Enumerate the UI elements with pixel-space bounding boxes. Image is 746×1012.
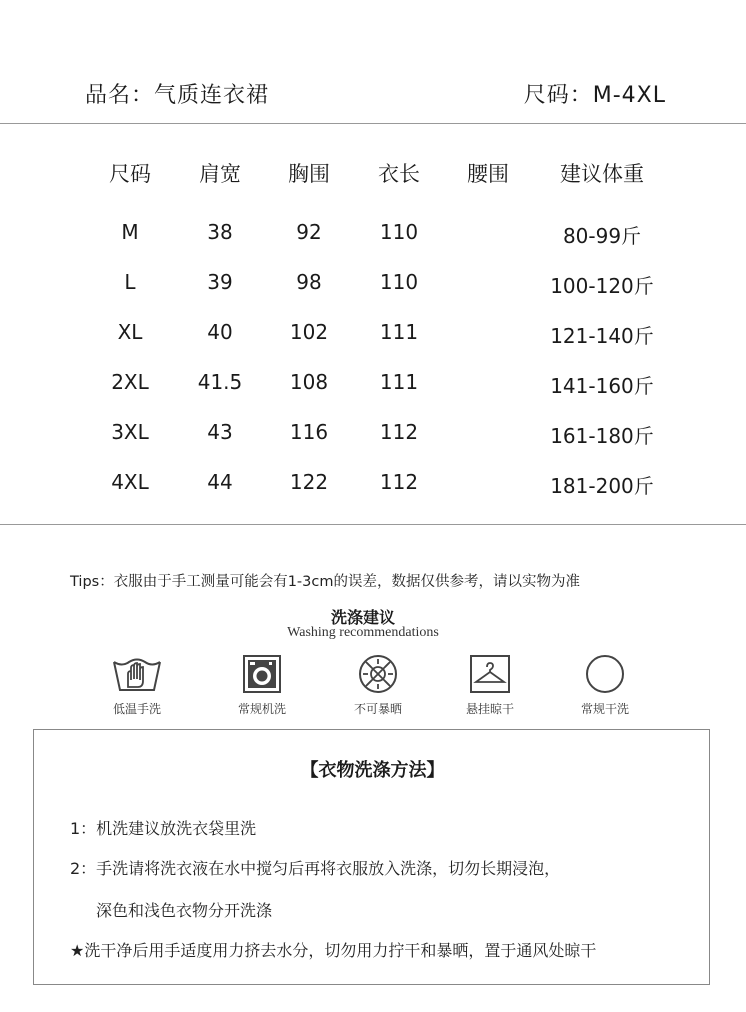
- cell-weight: 181-200斤: [550, 474, 654, 498]
- column-header-waist: 腰围: [467, 162, 509, 186]
- washing-method-box: [33, 729, 710, 985]
- care-item-hanger-dry: [430, 654, 550, 717]
- column-header-weight: 建议体重: [560, 162, 644, 186]
- care-label: 低温手洗: [112, 702, 161, 716]
- divider-top: [0, 123, 746, 124]
- dry-clean-icon: [578, 654, 632, 694]
- cell-length: 110: [379, 270, 419, 294]
- care-item-hand-wash: [77, 654, 197, 717]
- cell-chest: 98: [296, 270, 322, 294]
- cell-weight: 100-120斤: [550, 274, 654, 298]
- column-header-length: 衣长: [378, 162, 420, 186]
- care-label: 常规干洗: [580, 702, 629, 716]
- cell-chest: 122: [289, 470, 329, 494]
- cell-size: 4XL: [111, 470, 149, 494]
- care-item-no-sun: [318, 654, 438, 717]
- cell-shoulder: 41.5: [197, 370, 243, 394]
- size-range: 尺码：M-4XL: [523, 83, 666, 108]
- column-header-size: 尺码: [109, 162, 151, 186]
- cell-chest: 92: [296, 220, 322, 244]
- cell-length: 111: [379, 370, 419, 394]
- cell-size: 2XL: [111, 370, 149, 394]
- divider-bottom: [0, 524, 746, 525]
- cell-shoulder: 40: [207, 320, 233, 344]
- table-row: [0, 320, 746, 360]
- table-row: [0, 470, 746, 510]
- cell-size: L: [124, 270, 136, 294]
- hand-wash-icon: [110, 654, 164, 694]
- cell-shoulder: 38: [207, 220, 233, 244]
- product-header: [0, 78, 746, 112]
- tips-text: Tips：衣服由于手工测量可能会有1-3cm的误差，数据仅供参考，请以实物为准: [70, 574, 580, 590]
- method-line: 1：机洗建议放洗衣袋里洗: [70, 819, 257, 838]
- cell-length: 111: [379, 320, 419, 344]
- cell-size: M: [121, 220, 139, 244]
- care-label: 悬挂晾干: [465, 702, 514, 716]
- cell-length: 110: [379, 220, 419, 244]
- product-name: 品名：气质连衣裙: [85, 83, 270, 108]
- cell-weight: 121-140斤: [550, 324, 654, 348]
- table-row: [0, 270, 746, 310]
- cell-weight: 161-180斤: [550, 424, 654, 448]
- cell-chest: 108: [289, 370, 329, 394]
- cell-weight: 80-99斤: [562, 224, 642, 248]
- cell-size: 3XL: [111, 420, 149, 444]
- hanger-dry-icon: [463, 654, 517, 694]
- method-line: 2：手洗请将洗衣液在水中搅匀后再将衣服放入洗涤，切勿长期浸泡，: [70, 859, 561, 878]
- care-item-dry-clean: [545, 654, 665, 717]
- table-row: [0, 370, 746, 410]
- cell-length: 112: [379, 470, 419, 494]
- table-header-row: [0, 158, 746, 198]
- washing-title: 洗涤建议: [330, 608, 395, 627]
- cell-shoulder: 43: [207, 420, 233, 444]
- washing-subtitle: Washing recommendations: [287, 625, 439, 640]
- cell-shoulder: 39: [207, 270, 233, 294]
- cell-length: 112: [379, 420, 419, 444]
- cell-shoulder: 44: [207, 470, 233, 494]
- column-header-shoulder: 肩宽: [199, 162, 241, 186]
- cell-chest: 102: [289, 320, 329, 344]
- method-title: 【衣物洗涤方法】: [300, 760, 445, 781]
- table-row: [0, 220, 746, 260]
- column-header-chest: 胸围: [288, 162, 330, 186]
- no-sun-icon: [351, 654, 405, 694]
- table-row: [0, 420, 746, 460]
- cell-weight: 141-160斤: [550, 374, 654, 398]
- care-label: 常规机洗: [237, 702, 286, 716]
- method-line: ★洗干净后用手适度用力挤去水分，切勿用力拧干和暴晒，置于通风处晾干: [70, 941, 597, 960]
- cell-chest: 116: [289, 420, 329, 444]
- care-item-machine-wash: [202, 654, 322, 717]
- machine-wash-icon: [235, 654, 289, 694]
- care-label: 不可暴晒: [353, 702, 402, 716]
- method-line: 深色和浅色衣物分开洗涤: [96, 901, 273, 920]
- cell-size: XL: [117, 320, 143, 344]
